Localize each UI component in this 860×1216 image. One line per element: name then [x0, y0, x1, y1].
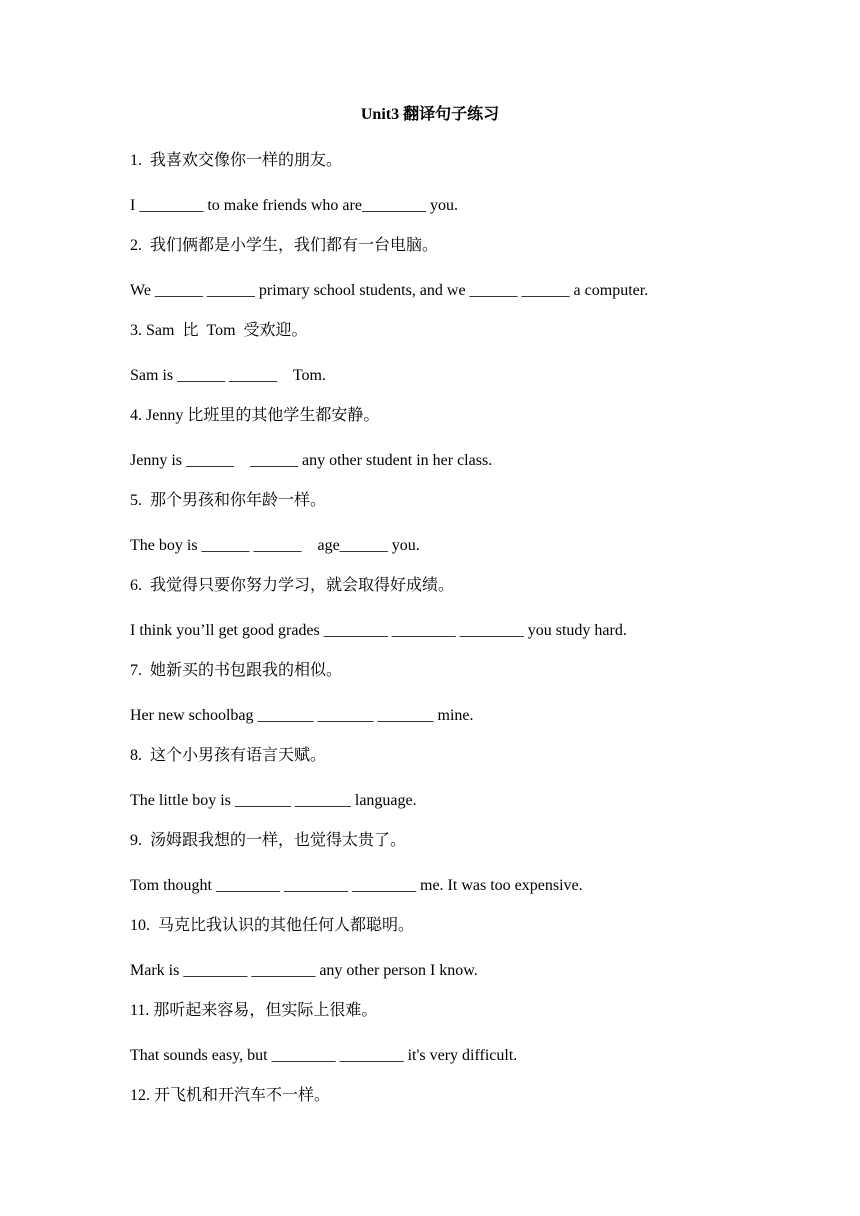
- question-11-sentence: That sounds easy, but ________ ________ it's very difficult.: [130, 1047, 518, 1064]
- question-2-prompt: 2. 我们俩都是小学生，我们都有一台电脑。: [130, 237, 439, 254]
- question-12-prompt: 12. 开飞机和开汽车不一样。: [130, 1087, 331, 1104]
- question-5-prompt: 5. 那个男孩和你年龄一样。: [130, 492, 327, 509]
- question-9-sentence: Tom thought ________ ________ ________ me. It was too expensive.: [130, 877, 583, 894]
- page-title: Unit3 翻译句子练习: [360, 106, 500, 123]
- question-1-sentence: I ________ to make friends who are________ you.: [130, 197, 458, 214]
- question-11-prompt: 11. 那听起来容易，但实际上很难。: [130, 1002, 378, 1019]
- question-10-sentence: Mark is ________ ________ any other person I know.: [130, 962, 478, 979]
- question-4-sentence: Jenny is ______ ______ any other student in her class.: [130, 452, 493, 469]
- question-10-prompt: 10. 马克比我认识的其他任何人都聪明。: [130, 917, 415, 934]
- question-8-sentence: The little boy is _______ _______ language.: [130, 792, 417, 809]
- question-9-prompt: 9. 汤姆跟我想的一样，也觉得太贵了。: [130, 832, 407, 849]
- question-1-prompt: 1. 我喜欢交像你一样的朋友。: [130, 152, 343, 169]
- question-4-prompt: 4. Jenny 比班里的其他学生都安静。: [130, 407, 380, 424]
- question-6-sentence: I think you’ll get good grades ________ ________ ________ you study hard.: [130, 622, 627, 639]
- question-2-sentence: We ______ ______ primary school students, and we ______ ______ a computer.: [130, 282, 649, 299]
- question-5-sentence: The boy is ______ ______ age______ you.: [130, 537, 420, 554]
- question-7-prompt: 7. 她新买的书包跟我的相似。: [130, 662, 343, 679]
- question-6-prompt: 6. 我觉得只要你努力学习，就会取得好成绩。: [130, 577, 455, 594]
- question-3-sentence: Sam is ______ ______ Tom.: [130, 367, 326, 384]
- question-3-prompt: 3. Sam 比 Tom 受欢迎。: [130, 322, 308, 339]
- question-8-prompt: 8. 这个小男孩有语言天赋。: [130, 747, 327, 764]
- question-7-sentence: Her new schoolbag _______ _______ _______ mine.: [130, 707, 474, 724]
